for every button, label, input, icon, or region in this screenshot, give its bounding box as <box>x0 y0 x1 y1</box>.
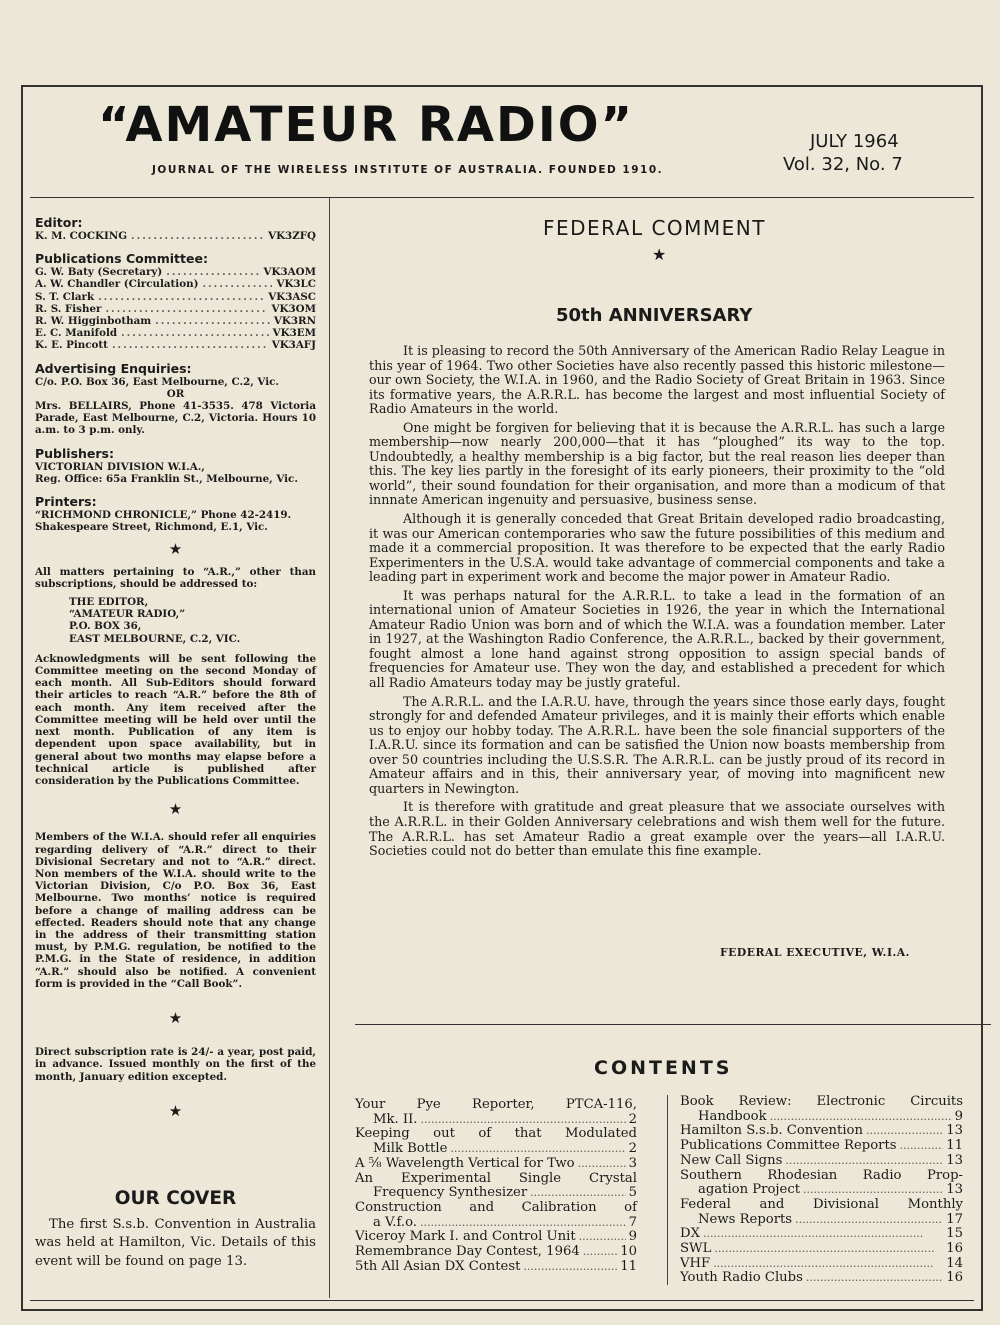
member-name: E. C. Manifold <box>35 327 118 340</box>
member-call: VK3ASC <box>268 290 316 303</box>
editor-block <box>35 215 316 242</box>
member-call: VK3EM <box>272 327 316 340</box>
committee-row <box>35 278 316 290</box>
entry-title-line: Southern Rhodesian Radio Prop- <box>680 1167 963 1183</box>
contents-entry <box>680 1124 963 1139</box>
committee-row <box>35 339 316 351</box>
entry-title: Viceroy Mark I. and Control Unit <box>355 1229 576 1245</box>
entry-title: a V.f.o. <box>373 1214 417 1230</box>
article-paragraph: It was perhaps natural for the A.R.R.L. to take a lead in the formation of an international union of Amateur Societies in 1926, the year in which the International Amateur Radio Union was born and of which the W.I.A. was a foundation member. Later in 1927, at the Washington Radio Conference, the A.R.R.L., backed by their government, fought almost a lone hand against strong opposition to assign special bands of frequencies for Amateur use. They won the day, and established a precedent for which all Radio Amateurs today may be justly grateful. <box>369 587 945 691</box>
entry-title: Frequency Synthesizer <box>373 1185 528 1201</box>
entry-title: News Reports <box>698 1211 793 1227</box>
member-call: VK3AOM <box>263 266 316 279</box>
entry-title-line: Federal and Divisional Monthly <box>680 1196 963 1212</box>
entry-page: 9 <box>628 1229 637 1245</box>
committee-block <box>35 251 316 351</box>
entry-title: Remembrance Day Contest, 1964 <box>355 1244 580 1260</box>
sidebar <box>35 215 316 1127</box>
publishers-line1: VICTORIAN DIVISION W.I.A., <box>35 460 205 473</box>
contents-entry <box>355 1245 637 1260</box>
editor-row <box>35 230 316 242</box>
contents-entry <box>355 1201 637 1230</box>
contents-entry <box>355 1260 637 1275</box>
contents-entry <box>355 1127 637 1156</box>
article-paragraph: It is pleasing to record the 50th Anniversary of the American Radio Relay League in this year of 1964. Two other Societies have also recently passed this historic milestone—our own Society, the W.I.A. in 1960, and the Radio Society of Great Britain in 1963. Since its formative years, the A.R.R.L. has become the largest and most influential Society of Radio Amateurs in the world. <box>369 343 945 417</box>
contents-entry <box>355 1172 637 1201</box>
advertising-or: OR <box>166 387 185 400</box>
committee-row <box>35 303 316 315</box>
member-call: VK3OM <box>271 302 316 315</box>
star-icon: ★ <box>168 800 183 819</box>
article-paragraph: It is therefore with gratitude and great pleasure that we associate ourselves with the A.R.R.L. in their Golden Anniversary celebrations and wish them well for the future. The A.R.R.L. has set Amateur Radio a great example over the years—all I.A.R.U. Societies could not do better than emulate this fine example. <box>369 799 945 859</box>
member-name: R. S. Fisher <box>35 302 102 315</box>
comment-signature: FEDERAL EXECUTIVE, W.I.A. <box>720 946 910 959</box>
address-line: “AMATEUR RADIO,” <box>69 608 186 621</box>
entry-title: agation Project <box>698 1182 801 1198</box>
star-icon: ★ <box>168 1008 183 1027</box>
contents-entry <box>680 1095 963 1124</box>
masthead-subtitle: JOURNAL OF THE WIRELESS INSTITUTE OF AUSTRALIA. FOUNDED 1910. <box>152 164 664 176</box>
contents-entry <box>680 1227 963 1242</box>
contents-rule <box>355 1024 991 1025</box>
member-call: VK3RN <box>273 315 316 328</box>
printers-line2: Shakespeare Street, Richmond, E.1, Vic. <box>35 521 268 534</box>
contents-entry <box>680 1169 963 1198</box>
comment-article <box>369 344 945 863</box>
contents-divider <box>667 1095 668 1285</box>
publishers-heading: Publishers: <box>35 445 114 461</box>
contents-entry <box>680 1139 963 1154</box>
editor-heading: Editor: <box>35 215 83 230</box>
committee-list <box>35 266 316 351</box>
member-name: G. W. Baty (Secretary) <box>35 266 163 279</box>
printers-block <box>35 494 316 533</box>
article-paragraph: The A.R.R.L. and the I.A.R.U. have, through the years since those early days, fought strongly for and defended Amateur privileges, and it is mainly their efforts which enable us to enjoy our hobby today. The A.R.R.L. have been the sole financial supporters of the I.A.R.U. since its formation and can be satisfied the Union now boasts membership from over 50 countries including the U.S.S.R. The A.R.R.L. can be justly proud of its record in Amateur affairs and in this, their anniversary year, of moving into magnificent new quarters in Newington. <box>369 693 945 796</box>
entry-page: 5 <box>628 1185 637 1201</box>
entry-title: Youth Radio Clubs <box>680 1270 803 1286</box>
entry-page: 14 <box>946 1255 963 1271</box>
entry-title: Mk. II. <box>373 1111 418 1127</box>
printers-heading: Printers: <box>35 494 97 510</box>
contents-entry <box>355 1157 637 1172</box>
member-name: A. W. Chandler (Circulation) <box>35 278 199 291</box>
editor-address <box>35 596 316 645</box>
entry-title-line: Keeping out of that Modulated <box>355 1126 637 1142</box>
entry-page: 13 <box>946 1182 963 1198</box>
contents-entry <box>680 1242 963 1257</box>
cover-body: The first S.s.b. Convention in Australia was held at Hamilton, Vic. Details of this event will be found on page 13. <box>35 1217 316 1269</box>
advertising-line1: C/o. P.O. Box 36, East Melbourne, C.2, Vic. <box>35 375 279 388</box>
member-name: R. W. Higginbotham <box>35 315 152 328</box>
masthead-rule <box>30 197 974 198</box>
advertising-block <box>35 361 316 437</box>
entry-title: New Call Signs <box>680 1152 783 1168</box>
entry-title: A ⅝ Wavelength Vertical for Two <box>355 1155 575 1171</box>
address-line: EAST MELBOURNE, C.2, VIC. <box>69 632 241 645</box>
comment-heading: FEDERAL COMMENT <box>543 216 766 240</box>
entry-title: DX <box>680 1226 700 1242</box>
star-icon: ★ <box>652 245 667 264</box>
entry-page: 9 <box>954 1108 963 1124</box>
entry-title-line: An Experimental Single Crystal <box>355 1170 637 1186</box>
printers-line1: “RICHMOND CHRONICLE,” Phone 42-2419. <box>35 509 292 522</box>
member-call: VK3AFJ <box>271 339 316 352</box>
entry-title: SWL <box>680 1241 712 1257</box>
article-paragraph: One might be forgiven for believing that it is because the A.R.R.L. has such a large membership—now nearly 200,000—that it has “ploughed” its way to the top. Undoubtedly, a healthy membership is a big factor, but the real reason lies deeper than this. The key lies partly in the foresight of its early pioneers, their proximity to the “old world”, their sound foundation for their organisation, and more than a modicum of that innnate American ingenuity and persuasive, business sense. <box>369 419 945 508</box>
contents-right-list <box>680 1095 963 1286</box>
committee-row <box>35 315 316 327</box>
publishers-line2: Reg. Office: 65a Franklin St., Melbourne, Vic. <box>35 472 298 485</box>
members-note: Members of the W.I.A. should refer all enquiries regarding delivery of “A.R.” direct to their Divisional Secretary and not to “A.R.” direct. Non members of the W.I.A. should write to the Victorian Division, C/o P.O. Box 36, East Melbourne. Two months’ notice is required before a change of mailing address can be effected. Readers should note that any change in the address of their transmitting station must, by P.M.G. regulation, be notified to the P.M.G. in the State of residence, in addition “A.R.” should also be notified. A convenient form is provided in the “Call Book”. <box>35 831 316 990</box>
subscription-note: Direct subscription rate is 24/- a year, post paid, in advance. Issued monthly on the first of the month, January edition excepted. <box>35 1046 316 1083</box>
contents-entry <box>680 1198 963 1227</box>
member-name: K. E. Pincott <box>35 339 108 352</box>
cover-heading: OUR COVER <box>114 1188 237 1209</box>
entry-page: 11 <box>620 1258 637 1274</box>
bottom-rule <box>30 1300 974 1301</box>
issue-date: JULY 1964 <box>810 131 899 152</box>
contents-entry <box>680 1154 963 1169</box>
entry-title: VHF <box>680 1255 711 1271</box>
cover-text <box>35 1216 316 1271</box>
contents-entry <box>355 1230 637 1245</box>
entry-page: 3 <box>628 1155 637 1171</box>
star-icon: ★ <box>168 540 183 559</box>
entry-page: 13 <box>946 1123 963 1139</box>
entry-page: 16 <box>946 1241 963 1257</box>
publishers-block <box>35 446 316 485</box>
masthead-title: “AMATEUR RADIO” <box>98 97 635 153</box>
committee-row <box>35 291 316 303</box>
entry-page: 11 <box>946 1138 963 1154</box>
entry-title: 5th All Asian DX Contest <box>355 1258 521 1274</box>
comment-subheading: 50th ANNIVERSARY <box>556 305 753 326</box>
contents-entry <box>355 1098 637 1127</box>
entry-title-line: Construction and Calibration of <box>355 1199 637 1215</box>
entry-title-line: Your Pye Reporter, PTCA-116, <box>355 1097 637 1112</box>
entry-page: 17 <box>946 1211 963 1227</box>
entry-page: 10 <box>620 1244 637 1260</box>
entry-page: 2 <box>628 1111 637 1127</box>
contents-entry <box>680 1257 963 1272</box>
entry-page: 16 <box>946 1270 963 1286</box>
article-paragraph: Although it is generally conceded that Great Britain developed radio broadcasting, it was our American contemporaries who saw the future possibilities of this medium and made it a commercial proposition. It was therefore to be expected that the early Radio Experimenters in the U.S.A. would take advantage of commercial components and take a leading part in experiment work and become the major power in Amateur Radio. <box>369 511 945 585</box>
entry-page: 2 <box>628 1141 637 1157</box>
address-line: P.O. BOX 36, <box>69 620 142 633</box>
entry-title: Milk Bottle <box>373 1141 448 1157</box>
contents-heading: CONTENTS <box>594 1057 733 1079</box>
address-line: THE EDITOR, <box>69 596 149 609</box>
entry-page: 15 <box>946 1226 963 1242</box>
entry-title: Hamilton S.s.b. Convention <box>680 1123 863 1139</box>
contents-entry <box>680 1271 963 1286</box>
committee-heading: Publications Committee: <box>35 251 208 267</box>
acknowledgments-note: Acknowledgments will be sent following the Committee meeting on the second Monday of each month. All Sub-Editors should forward their articles to reach “A.R.” before the 8th of each month. Any item received after the Committee meeting will be held over until the next month. Publication of any item is dependent upon space availability, but in general about two months may elapse before a technical article is published after consideration by the Publications Committee. <box>35 652 316 787</box>
editor-call: VK3ZFQ <box>268 230 316 242</box>
entry-title-line: Book Review: Electronic Circuits <box>680 1094 963 1109</box>
committee-row <box>35 266 316 278</box>
member-name: S. T. Clark <box>35 290 95 303</box>
entry-page: 7 <box>628 1214 637 1230</box>
advertising-line2: Mrs. BELLAIRS, Phone 41-3535. 478 Victoria Parade, East Melbourne, C.2, Victoria. Hours 10 a.m. to 3 p.m. only. <box>35 400 316 437</box>
entry-title: Publications Committee Reports <box>680 1138 897 1154</box>
member-call: VK3LC <box>276 278 316 291</box>
advertising-heading: Advertising Enquiries: <box>35 360 192 376</box>
entry-page: 13 <box>946 1152 963 1168</box>
editor-name: K. M. COCKING <box>35 230 128 242</box>
column-divider <box>329 198 330 1298</box>
contents-left-list <box>355 1098 637 1274</box>
star-icon: ★ <box>168 1101 183 1120</box>
committee-row <box>35 327 316 339</box>
entry-title: Handbook <box>698 1108 767 1124</box>
matters-note: All matters pertaining to “A.R.,” other than subscriptions, should be addressed to: <box>35 565 316 590</box>
issue-volume: Vol. 32, No. 7 <box>783 154 903 175</box>
